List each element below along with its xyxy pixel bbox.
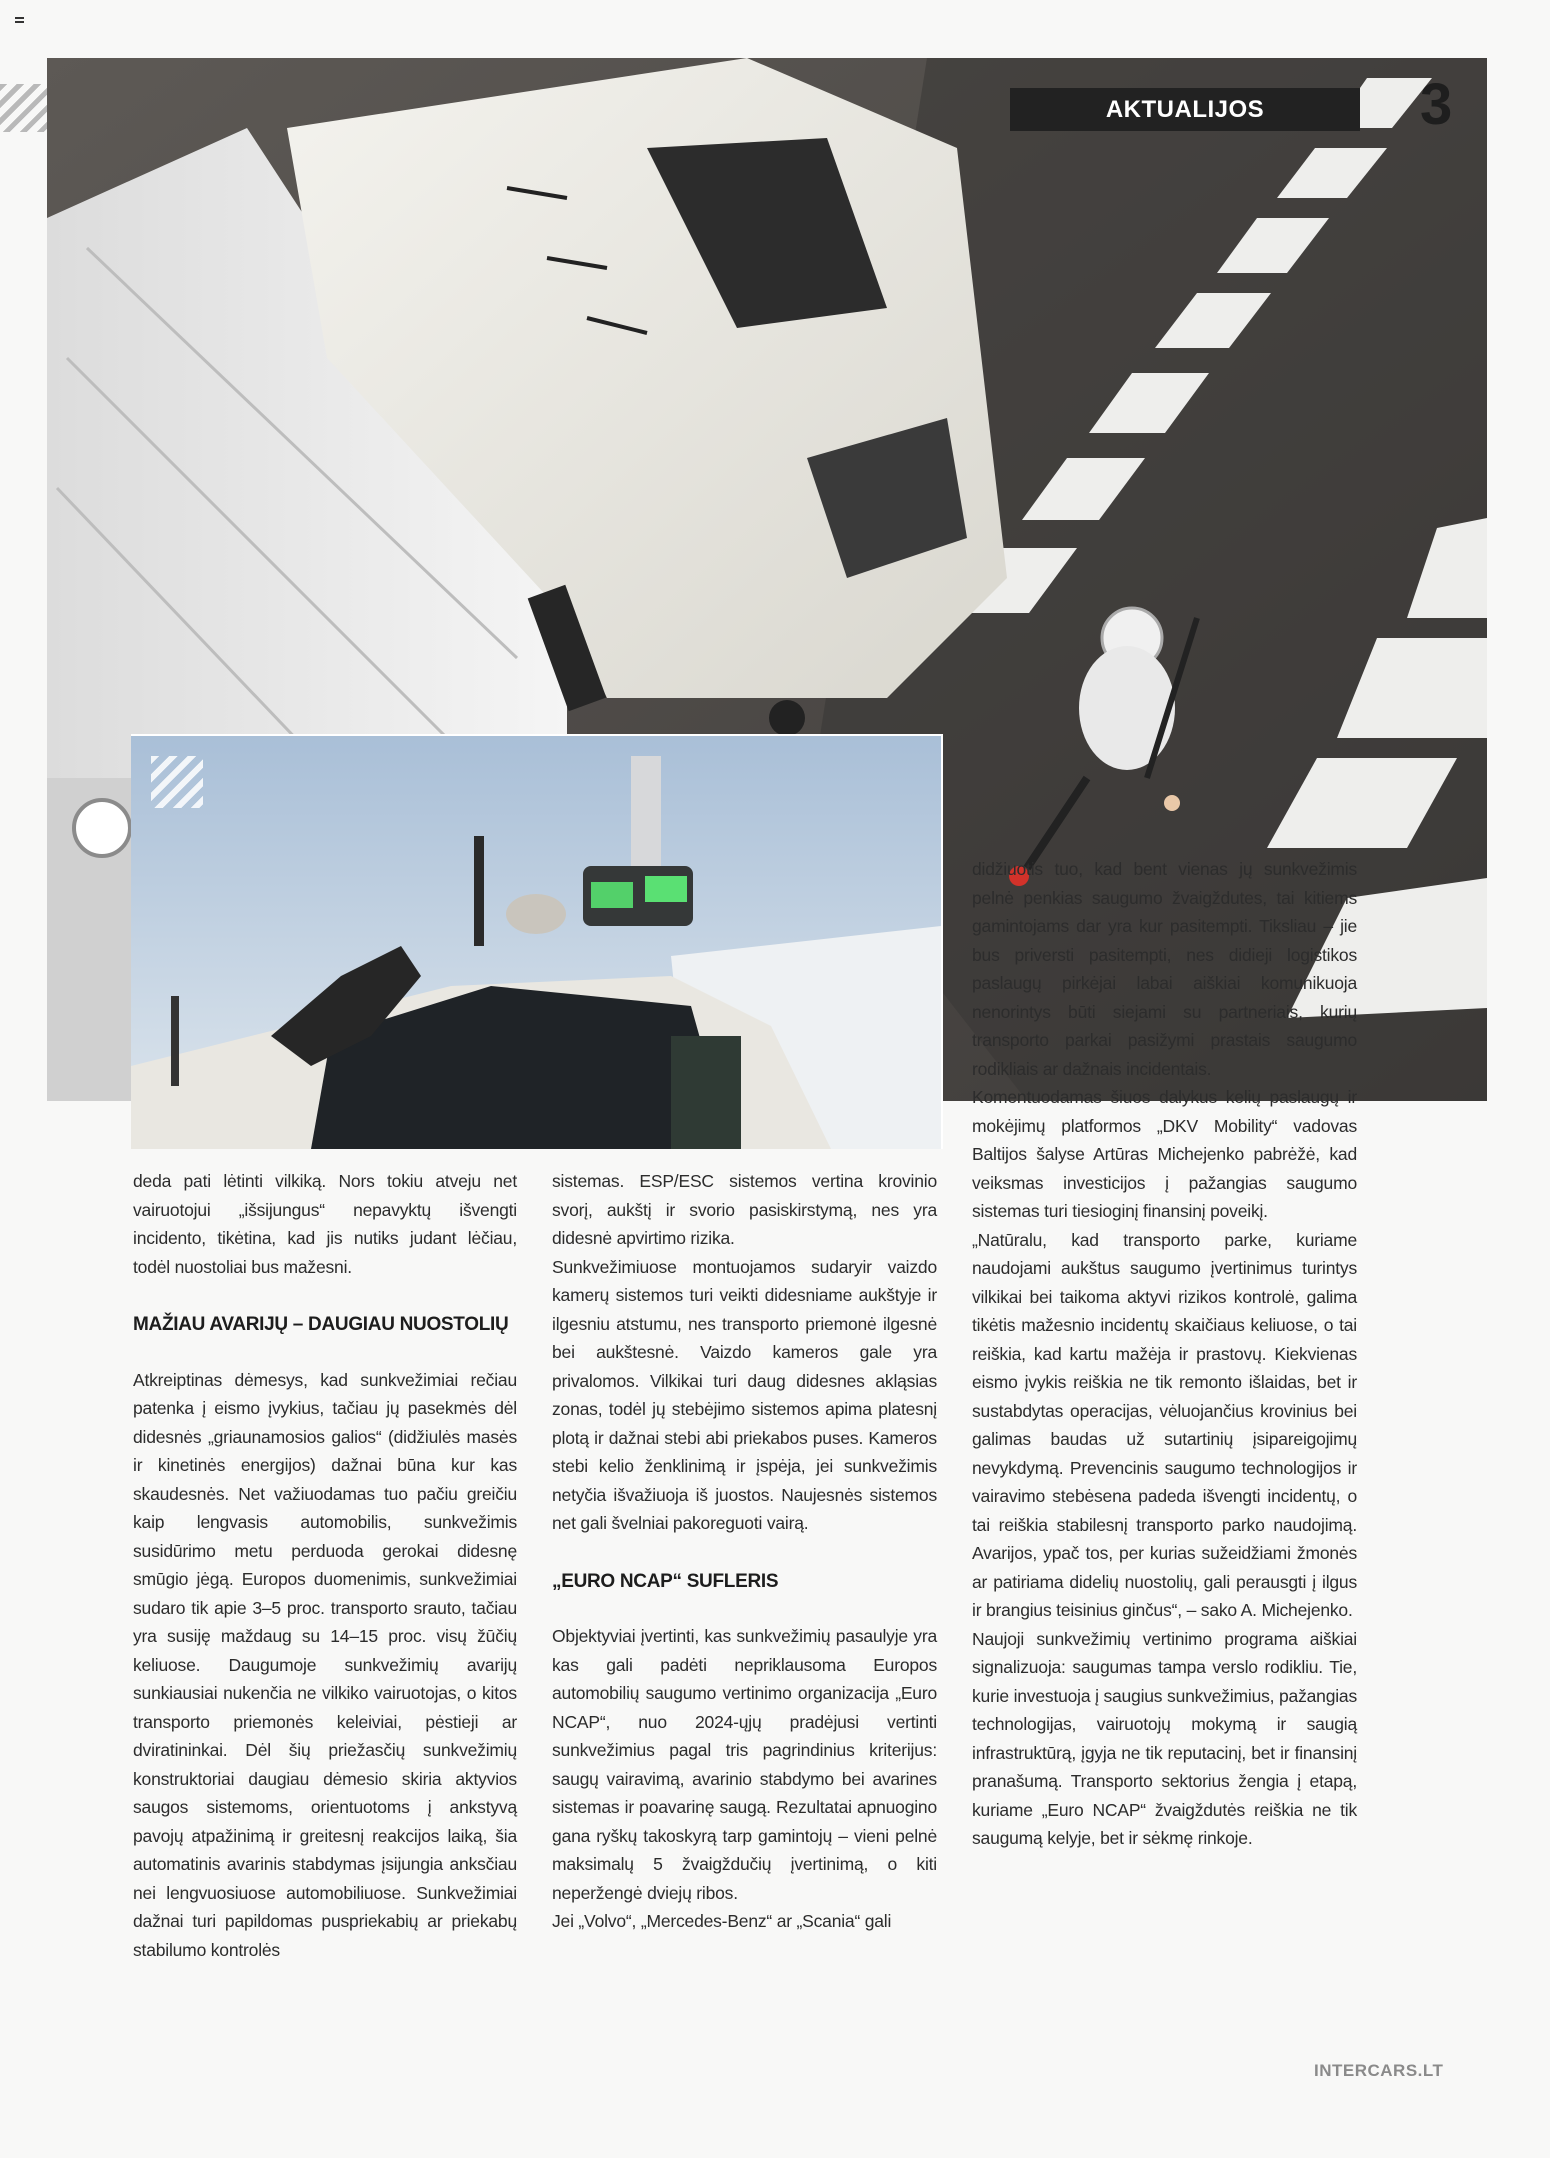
paragraph: Objektyviai įvertinti, kas sunkvežimių pasaulyje yra kas gali padėti nepriklausoma Europos automobilių saugumo vertinimo organizacija „Euro NCAP“, nuo 2024-ųjų pradėjusi vertinti sunkvežimius pagal tris pagrindinius kriterijus: saugų vairavimą, avarinio stabdymo bei avarines sistemas ir poavarinę saugą. Rezultatai apnuogino gana ryškų takoskyrą tarp gamintojų – vieni pelnė maksimalų 5 žvaigždučių įvertinimą, o kiti neperžengė dviejų ribos. <box>552 1626 937 1903</box>
section-label: AKTUALIJOS <box>1010 88 1360 131</box>
paragraph: didžiuotis tuo, kad bent vienas jų sunkvežimis pelnė penkias saugumo žvaigždutes, tai kitiems gamintojams dar yra kur pasitempti. Tiksliau – jie bus priversti pasitempti, nes didieji logistikos paslaugų pirkėjai labai aiškiai komunikuoja nenorintys būti siejami su partneriais, kurių transporto parkai pasižymi prastais saugumo rodikliais ar dažnais incidentais. <box>972 859 1357 1079</box>
menu-icon[interactable] <box>15 17 24 25</box>
subheading: „EURO NCAP“ SUFLERIS <box>552 1570 779 1592</box>
decorative-stripes <box>151 756 203 808</box>
paragraph: deda pati lėtinti vilkiką. Nors tokiu atveju net vairuotojui „išsijungus“ nepavyktų išvengti incidento, tikėtina, kad jis nutiks judant lėčiau, todėl nuostoliai bus mažesni. <box>133 1171 517 1277</box>
page-number: 3 <box>1420 72 1453 137</box>
paragraph: sistemas. ESP/ESC sistemos vertina krovinio svorį, aukštį ir svorio pasiskirstymą, nes yra didesnė apvirtimo rizika. <box>552 1171 937 1248</box>
decorative-stripes <box>0 84 48 132</box>
footer-site-link[interactable]: INTERCARS.LT <box>1314 2061 1444 2080</box>
paragraph: Komentuodamas šiuos dalykus kelių paslaugų ir mokėjimų platformos „DKV Mobility“ vadovas Baltijos šalyse Artūras Michejenko pabrėžė, kad veiksmas investicijos į pažangias saugumo sistemas turi tiesioginį finansinį poveikį. <box>972 1087 1357 1221</box>
inset-photo <box>131 734 943 1149</box>
column-3 <box>972 855 1357 1853</box>
subheading: MAŽIAU AVARIJŲ – DAUGIAU NUOSTOLIŲ <box>133 1314 509 1335</box>
paragraph: Jei „Volvo“, „Mercedes-Benz“ ar „Scania“ gali <box>552 1911 892 1931</box>
paragraph: Atkreiptinas dėmesys, kad sunkvežimiai rečiau patenka į eismo įvykius, tačiau jų pasekmės dėl didesnės „griaunamosios galios“ (didžiulės masės ir kinetinės energijos) dažnai būna kur kas skaudesnės. Net važiuodamas tuo pačiu greičiu kaip lengvasis automobilis, sunkvežimis susidūrimo metu perduoda gerokai didesnę smūgio jėgą. Europos duomenimis, sunkvežimiai sudaro tik apie 3–5 proc. transporto srauto, tačiau yra susiję maždaug su 14–15 proc. visų žūčių keliuose. Daugumoje sunkvežimių avarijų sunkiausiai nukenčia ne vilkiko vairuotojas, o kitos transporto priemonės keleiviai, pėstieji ar dviratininkai. Dėl šių priežasčių sunkvežimių konstruktoriai daugiau dėmesio skiria aktyvios saugos sistemoms, orientuotoms į ankstyvą pavojų atpažinimą ir greitesnį reakcijos laiką, šia automatinis avarinis stabdymas įsijungia anksčiau nei lengvuosiuose automobiliuose. Sunkvežimiai dažnai turi papildomas puspriekabių ar priekabų stabilumo kontrolės <box>133 1369 517 1960</box>
column-2 <box>552 1167 937 1936</box>
column-1 <box>133 1167 517 1964</box>
paragraph: Sunkvežimiuose montuojamos sudaryir vaizdo kamerų sistemos turi veikti didesniame aukštyje ir ilgesniu atstumu, nes transporto priemonė ilgesnė bei aukštesnė. Vaizdo kameros gale yra privalomos. Vilkikai turi daug didesnes akląsias zonas, todėl jų stebėjimo sistemos apima platesnį plotą ir dažnai stebi abi priekabos puses. Kameros stebi kelio ženklinimą ir įspėja, jei sunkvežimis netyčia išvažiuoja iš juostos. Naujesnės sistemos net gali švelniai pakoreguoti vairą. <box>552 1256 937 1533</box>
paragraph: „Natūralu, kad transporto parke, kuriame naudojami aukštus saugumo įvertinimus turintys vilkikai bei taikoma aktyvi rizikos kontrolė, galima tikėtis mažesnio incidentų skaičiaus keliuose, o tai reiškia, kad kartu mažėja ir prastovų. Kiekvienas eismo įvykis reiškia ne tik remonto išlaidas, bet ir sustabdytas operacijas, vėluojančius krovinius bei galimas baudas už sutartinių įsipareigojimų nevykdymą. Prevencinis saugumo technologijos ir vairavimo stebėsena padeda išvengti incidentų, o tai reiškia stabilesnį transporto parko naudojimą. Avarijos, ypač tos, per kurias sužeidžiami žmonės ar patiriama didelių nuostolių, gali perausgti į ilgus ir brangius teisinius ginčus“, – sako A. Michejenko. <box>972 1229 1357 1620</box>
paragraph: Naujoji sunkvežimių vertinimo programa aiškiai signalizuoja: saugumas tampa verslo rodikliu. Tie, kurie investuoja į saugius sunkvežimius, pažangias technologijas, vairuotojų mokymą ir saugią infrastruktūrą, įgyja ne tik reputacinį, bet ir finansinį pranašumą. Transporto sektorius žengia į etapą, kuriame „Euro NCAP“ žvaigždutės reiškia ne tik saugumą kelyje, bet ir sėkmę rinkoje. <box>972 1628 1357 1848</box>
